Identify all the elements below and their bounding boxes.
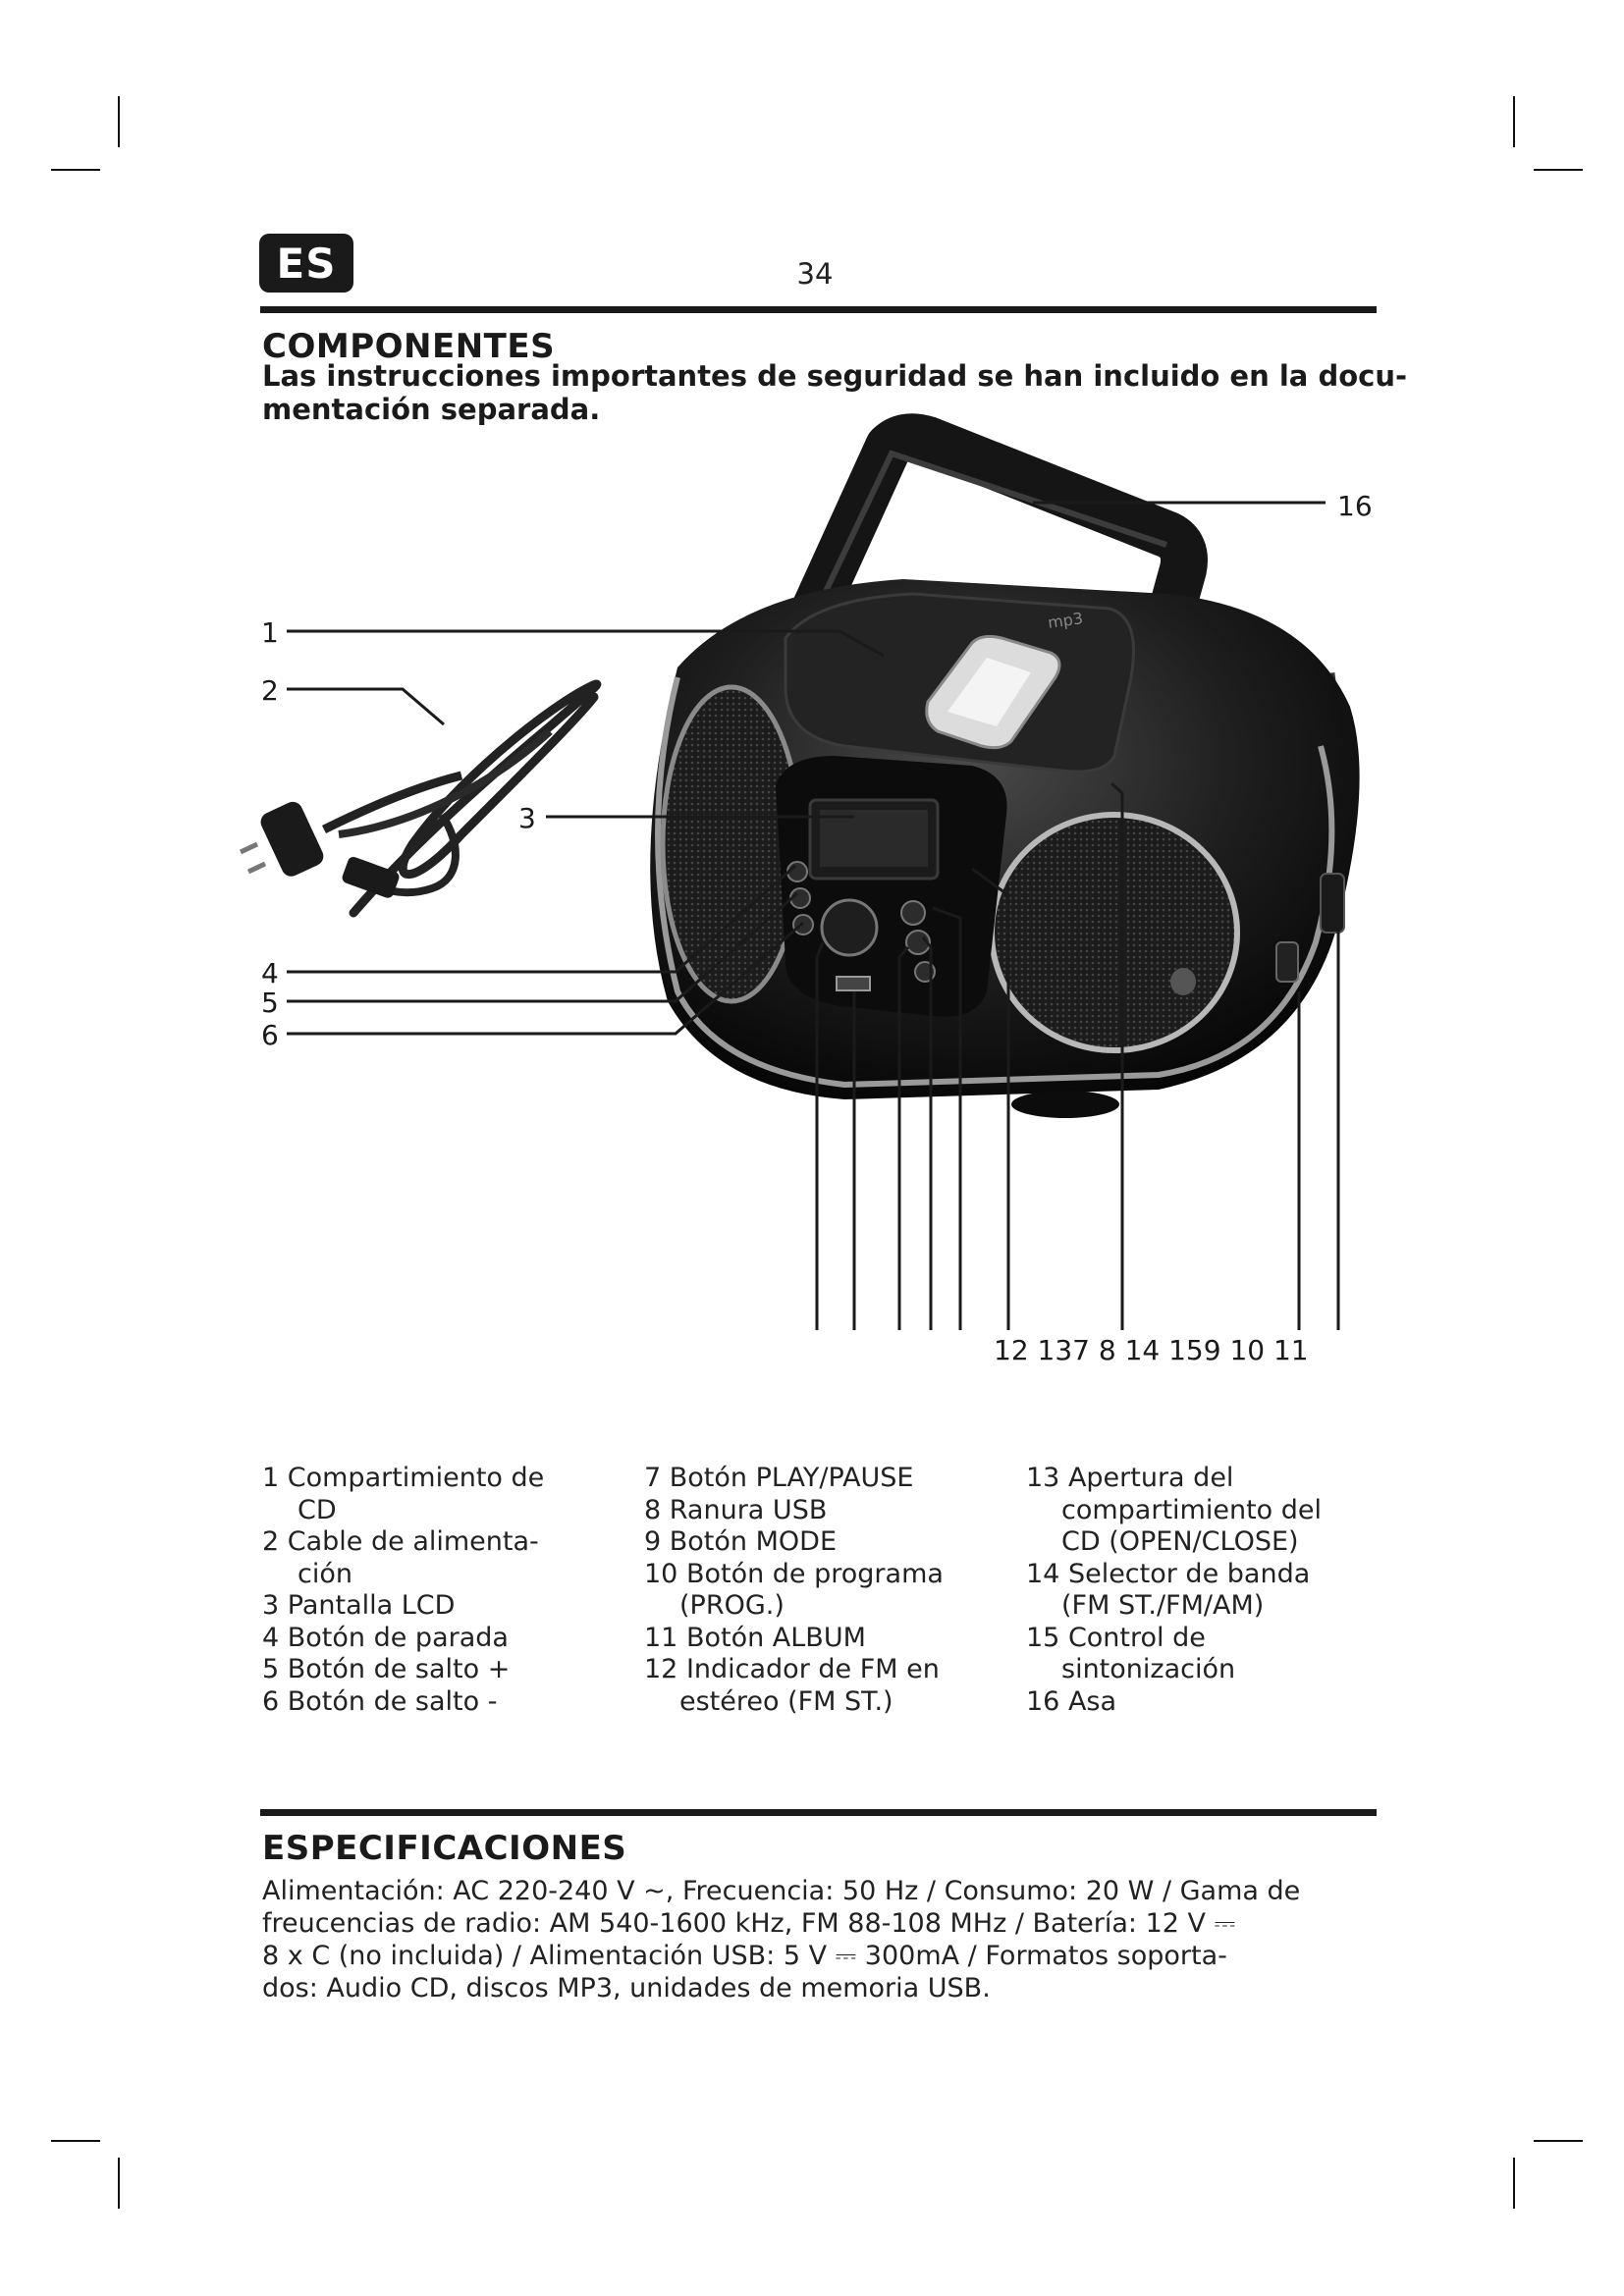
crop-mark (1534, 2140, 1583, 2142)
callout-bottom-row: 12 137 8 14 159 10 11 (994, 1334, 1309, 1366)
legend-item: ción (298, 1558, 352, 1589)
legend-item: 4 Botón de parada (262, 1622, 509, 1653)
mp3-logo: mp3 (1046, 609, 1085, 632)
legend-item: (FM ST./FM/AM) (1061, 1590, 1265, 1621)
legend-item: estéreo (FM ST.) (679, 1685, 893, 1717)
legend-item: 8 Ranura USB (644, 1494, 828, 1525)
callout-2: 2 (261, 674, 279, 707)
spec-line: dos: Audio CD, discos MP3, unidades de memoria USB. (262, 1973, 991, 2003)
legend-column-2 (644, 1463, 944, 1718)
legend-column-1 (262, 1463, 544, 1718)
boombox (650, 437, 1359, 1118)
legend-item: 13 Apertura del (1026, 1463, 1234, 1493)
callout-6: 6 (261, 1019, 279, 1051)
legend-item: 11 Botón ALBUM (644, 1622, 866, 1653)
legend-column-3 (1026, 1463, 1322, 1718)
specifications-text (262, 1875, 1391, 2004)
spec-line: Alimentación: AC 220-240 V ~, Frecuencia: 50 Hz / Consumo: 20 W / Gama de (262, 1876, 1301, 1906)
legend-item: 7 Botón PLAY/PAUSE (644, 1463, 914, 1493)
legend-item: 1 Compartimiento de (262, 1463, 545, 1493)
legend-item: 10 Botón de programa (644, 1558, 944, 1589)
callout-1: 1 (261, 616, 279, 649)
crop-mark (118, 2158, 120, 2209)
intro-line: mentación separada. (262, 393, 601, 426)
power-cable (241, 684, 597, 913)
legend-item: 3 Pantalla LCD (262, 1590, 456, 1621)
leader-line-2 (287, 689, 444, 724)
crop-mark (51, 2140, 100, 2142)
legend-item: (PROG.) (679, 1590, 785, 1621)
legend-item: compartimiento del (1061, 1494, 1323, 1525)
intro-line: Las instrucciones importantes de seguridad se han incluido en la docu- (262, 359, 1408, 393)
callout-5: 5 (261, 987, 279, 1019)
page-number: 34 (796, 257, 834, 291)
legend-item: CD (OPEN/CLOSE) (1061, 1526, 1299, 1557)
spec-line: freucencias de radio: AM 540-1600 kHz, FM 88-108 MHz / Batería: 12 V ⎓ (262, 1908, 1236, 1939)
legend-item: 5 Botón de salto + (262, 1654, 511, 1684)
section-divider (260, 1809, 1377, 1816)
crop-mark (1513, 2158, 1515, 2209)
specifications-heading: ESPECIFICACIONES (262, 1829, 627, 1868)
legend-item: 6 Botón de salto - (262, 1685, 498, 1717)
legend-item: 12 Indicador de FM en (644, 1654, 940, 1684)
callout-3: 3 (518, 802, 536, 834)
language-badge: ES (259, 234, 353, 293)
spec-line: 8 x C (no incluida) / Alimentación USB: 5 V ⎓ 300mA / Formatos soporta- (262, 1941, 1227, 1971)
callout-4: 4 (261, 957, 279, 989)
legend-item: CD (298, 1494, 337, 1525)
components-heading: COMPONENTES (262, 327, 556, 366)
legend-item: 14 Selector de banda (1026, 1558, 1311, 1589)
callout-16: 16 (1337, 490, 1373, 522)
legend-item: 15 Control de (1026, 1622, 1206, 1653)
legend-item: 2 Cable de alimenta- (262, 1526, 539, 1557)
legend-item: 9 Botón MODE (644, 1526, 838, 1557)
legend-item: 16 Asa (1026, 1685, 1117, 1717)
legend-item: sintonización (1061, 1654, 1236, 1684)
